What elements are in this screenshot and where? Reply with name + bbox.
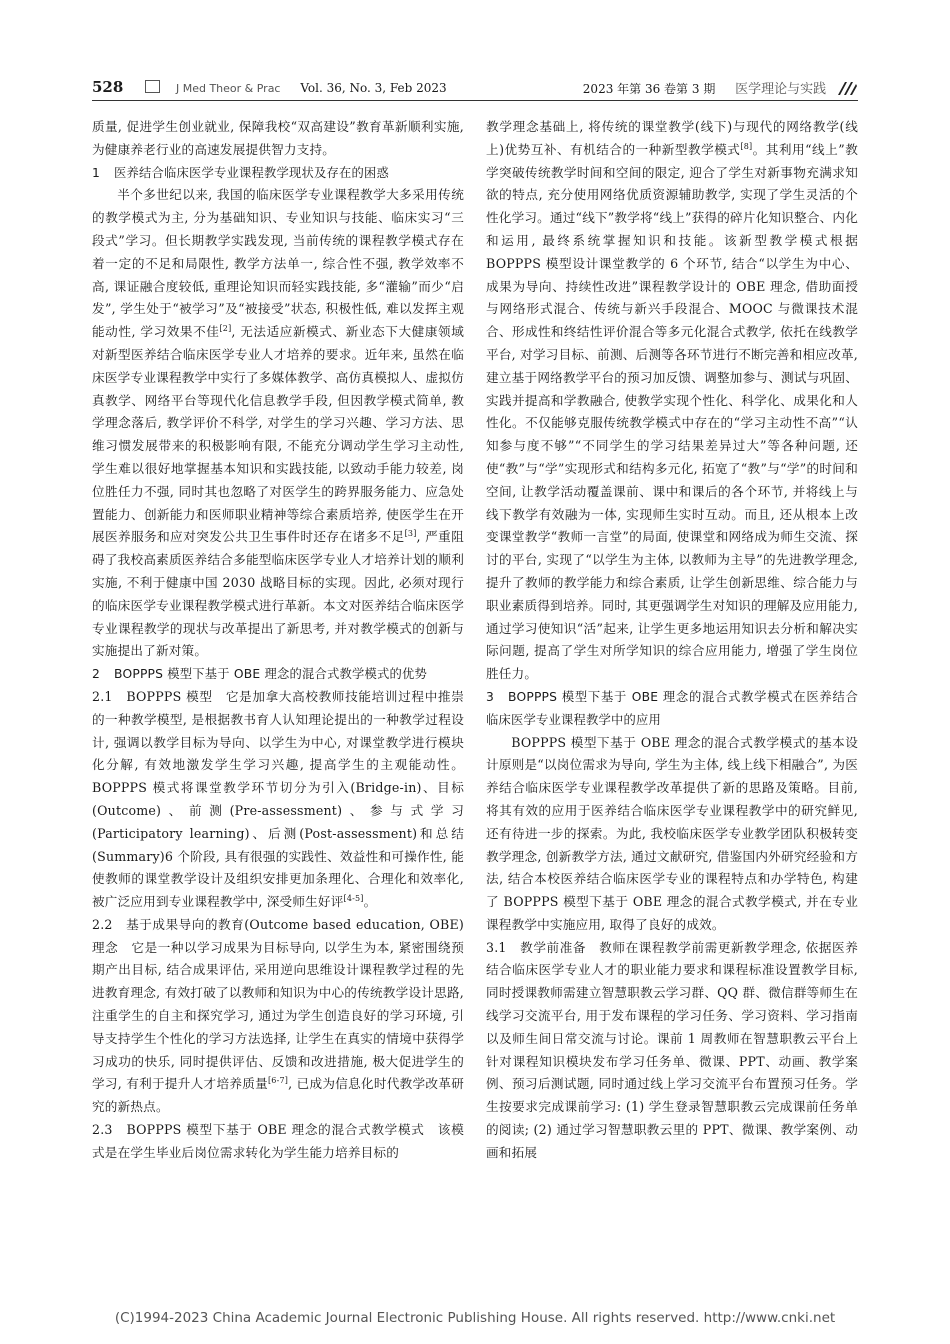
header-rule (92, 100, 858, 101)
paragraph-text: 半个多世纪以来, 我国的临床医学专业课程教学大多采用传统的教学模式为主, 分为基础知识、专业知识与技能、临床实习“三段式”学习。但长期教学实践发现, 当前传统的课程教学模式存在着一定的不足和局限性, 教学方法单一, 综合性不强, 教学效率不高, 课证融合度较低, 重理论知识而轻实践技能, 多“灌输”而少“启发”, 学生处于“被学习”及“被接受”状态, 积极性低, 难以发挥主观能动性, 学习效果不佳 (92, 187, 464, 340)
paragraph (92, 686, 464, 914)
paragraph (486, 116, 858, 686)
paragraph-text: , 已成为信息化时代教学改革研究的新热点。 (92, 1076, 464, 1115)
paragraph-text: 。 (363, 894, 377, 910)
paragraph-text: , 无法适应新模式、新业态下大健康领域对新型医养结合临床医学专业人才培养的要求。近年来, 虽然在临床医学专业课程教学中实行了多媒体教学、高仿真模拟人、虚拟仿真教学、网络平台等现代化信息教学手段, 但因教学模式简单, 教学理念落后, 教学评价不科学, 对学生的学习兴趣、学习方法、思维习惯发展带来的积极影响有限, 不能充分调动学生学习主动性, 学生难以很好地掌握基本知识和实践技能, 以致动手能力较差, 岗位胜任力不强, 同时其也忽略了对医学生的跨界服务能力、应急处置能力、创新能力和医师职业精神等综合素质培养, 使医学生在开展医养服务和应对突发公共卫生事件时还存在诸多不足 (92, 324, 464, 545)
paragraph-text: 质量, 促进学生创业就业, 保障我校“双高建设”教育革新顺利实施, 为健康养老行业的高速发展提供智力支持。 (92, 119, 464, 157)
volume-en: Vol. 36, No. 3, Feb 2023 (300, 81, 447, 95)
paragraph-text: BOPPPS 模型下基于 OBE 理念的混合式教学模式的基本设计原则是“以岗位需求为导向, 学生为主体, 线上线下相融合”, 为医养结合临床医学专业课程教学改革提供了新的思路及策略。目前, 将其有效的应用于医养结合临床医学专业课程教学中的研究鲜见, 还有待进一步的探索。为此, 我校临床医学专业教学团队积极转变教学理念, 创新教学方法, 通过文献研究, 借鉴国内外研究经验和方法, 结合本校医养结合临床医学专业的课程特点和办学特色, 构建了 BOPPPS 模型下基于 OBE 理念的混合式教学模式, 并在专业课程教学中实施应用, 取得了良好的成效。 (486, 734, 858, 932)
section-heading (92, 162, 464, 185)
paragraph (486, 732, 858, 937)
volume-cn: 2023 年第 36 卷第 3 期 (582, 82, 716, 96)
header-right (583, 78, 858, 97)
header-left (92, 78, 447, 96)
citation-ref: [2] (219, 324, 232, 334)
journal-name-en: J Med Theor & Prac (175, 82, 281, 95)
section-heading (486, 686, 858, 732)
section-number: 3 (486, 689, 495, 704)
square-icon (145, 80, 160, 93)
citation-ref: [6-7] (267, 1076, 289, 1086)
paragraph (486, 937, 858, 1165)
copyright-footer: (C)1994-2023 China Academic Journal Electronic Publishing House. All rights reserved. http://www.cnki.net (114, 1310, 836, 1326)
paragraph-text: 2.2 基于成果导向的教育(Outcome based education, OBE)理念 它是一种以学习成果为目标导向, 以学生为本, 紧密围绕预期产出目标, 结合成果评估, 采用逆向思维设计课程教学过程的先进教育理念, 有效打破了以教师和知识为中心的传统教学设计思路, 注重学生的自主和探究学习, 通过为学生创造良好的学习环境, 引导支持学生个性化的学习方法选择, 让学生在真实的情境中获得学习成功的快乐, 同时提供评估、反馈和改进措施, 极大促进学生的学习, 有利于提升人才培养质量 (92, 916, 464, 1092)
section-title: BOPPPS 模型下基于 OBE 理念的混合式教学模式的优势 (114, 667, 427, 682)
paragraph (92, 1119, 464, 1165)
paragraph (92, 116, 464, 162)
paragraph-text: 教学理念基础上, 将传统的课堂教学(线下)与现代的网络教学(线上)优势互补、有机结合的一种新型教学模式 (486, 119, 858, 157)
paragraph-text: , 严重阻碍了我校高素质医养结合多能型临床医学专业人才培养计划的顺利实施, 不利于健康中国 2030 战略目标的实现。因此, 必须对现行的临床医学专业课程教学模式进行革新。本文对医养结合临床医学专业课程教学的现状与改革提出了新思考, 并对教学模式的创新与实施提出了新对策。 (92, 529, 464, 659)
journal-logo-icon (836, 81, 858, 96)
paragraph-text: 3.1 教学前准备 教师在课程教学前需更新教学理念, 依据医养结合临床医学专业人才的职业能力要求和课程标准设置教学目标, 同时授课教师需建立智慧职教云学习群、QQ 群、微信群等师生在线学习交流平台, 用于发布课程的学习任务、学习资料、学习指南以及师生间日常交流与讨论。课前 1 周教师在智慧职教云平台上针对课程知识模块发布学习任务单、微课、PPT、动画、教学案例、预习后测试题, 同时通过线上学习交流平台布置预习任务。学生按要求完成课前学习: (1) 学生登录智慧职教云完成课前任务单的阅读; (2) 通过学习智慧职教云里的 PPT、微课、教学案例、动画和拓展 (486, 939, 858, 1160)
page-header (92, 70, 858, 106)
right-column (486, 116, 858, 1165)
citation-ref: [4-5] (343, 894, 364, 904)
citation-ref: [8] (740, 141, 753, 151)
section-heading (92, 663, 464, 686)
section-number: 1 (92, 165, 101, 180)
section-title: 医养结合临床医学专业课程教学现状及存在的困惑 (114, 165, 389, 180)
left-column (92, 116, 464, 1165)
paragraph (92, 914, 464, 1119)
paragraph-text: 2.3 BOPPPS 模型下基于 OBE 理念的混合式教学模式 该模式是在学生毕业后岗位需求转化为学生能力培养目标的 (92, 1122, 464, 1160)
paragraph (92, 184, 464, 663)
section-title: BOPPPS 模型下基于 OBE 理念的混合式教学模式在医养结合临床医学专业课程教学中的应用 (486, 689, 858, 727)
paragraph-text: 。其利用“线上”教学突破传统教学时间和空间的限定, 迎合了学生对新事物充满求知欲的特点, 充分使用网络优质资源辅助教学, 实现了学生灵活的个性化学习。通过“线下”教学将“线上”获得的碎片化知识整合、内化和运用, 最终系统掌握知识和技能。该新型教学模式根据 BOPPPS 模型设计课堂教学的 6 个环节, 结合“以学生为中心、成果为导向、持续性改进”课程教学设计的 OBE 理念, 借助面授与网络形式混合、传统与新兴手段混合、MOOC 与微课技术混合、形成性和终结性评价混合等多元化混合式教学, 依托在线教学平台, 对学习目标、前测、后测等各环节进行不断完善和相应改革, 建立基于网络教学平台的预习加反馈、调整加参与、测试与巩固、实践并提高和学教融合, 使教学实现个性化、科学化、成果化和人性化。不仅能够克服传统教学模式中存在的“学习主动性不高”“认知参与度不够”“不同学生的学习结果差异过大”等各种问题, 还使“教”与“学”实现形式和结构多元化, 拓宽了“教”与“学”的时间和空间, 让教学活动覆盖课前、课中和课后的各个环节, 并将线上与线下教学有效融为一体, 实现师生实时互动。而且, 还从根本上改变课堂教学“教师一言堂”的局面, 使课堂和网络成为师生交流、探讨的平台, 实现了“以学生为主体, 以教师为主导”的先进教学理念, 提升了教师的教学能力和综合素质, 让学生创新思维、综合能力与职业素质得到培养。同时, 其更强调学生对知识的理解及应用能力, 通过学习使知识“活”起来, 让学生更多地运用知识去分析和解决实际问题, 提高了学生对所学知识的综合应用能力, 增强了学生岗位胜任力。 (486, 141, 858, 682)
paragraph-text: 2.1 BOPPPS 模型 它是加拿大高校教师技能培训过程中推崇的一种教学模型, 是根据教书育人认知理论提出的一种教学过程设计, 强调以教学目标为导向、以学生为中心, 对课堂教学进行模块化分解, 有效地激发学生学习兴趣, 提高学生的主观能动性。BOPPPS 模式将课堂教学环节切分为引入(Bridge-in)、目标(Outcome)、前测(Pre-assessment)、参与式学习(Participatory learning)、后测(Post-assessment)和总结(Summary)6 个阶段, 具有很强的实践性、效益性和可操作性, 能使教师的课堂教学设计及组织安排更加条理化、合理化和效率化, 被广泛应用到专业课程教学中, 深受师生好评 (92, 688, 464, 910)
citation-ref: [3] (404, 529, 417, 539)
journal-name-cn: 医学理论与实践 (735, 82, 827, 97)
page-number: 528 (92, 78, 124, 96)
section-number: 2 (92, 667, 101, 682)
